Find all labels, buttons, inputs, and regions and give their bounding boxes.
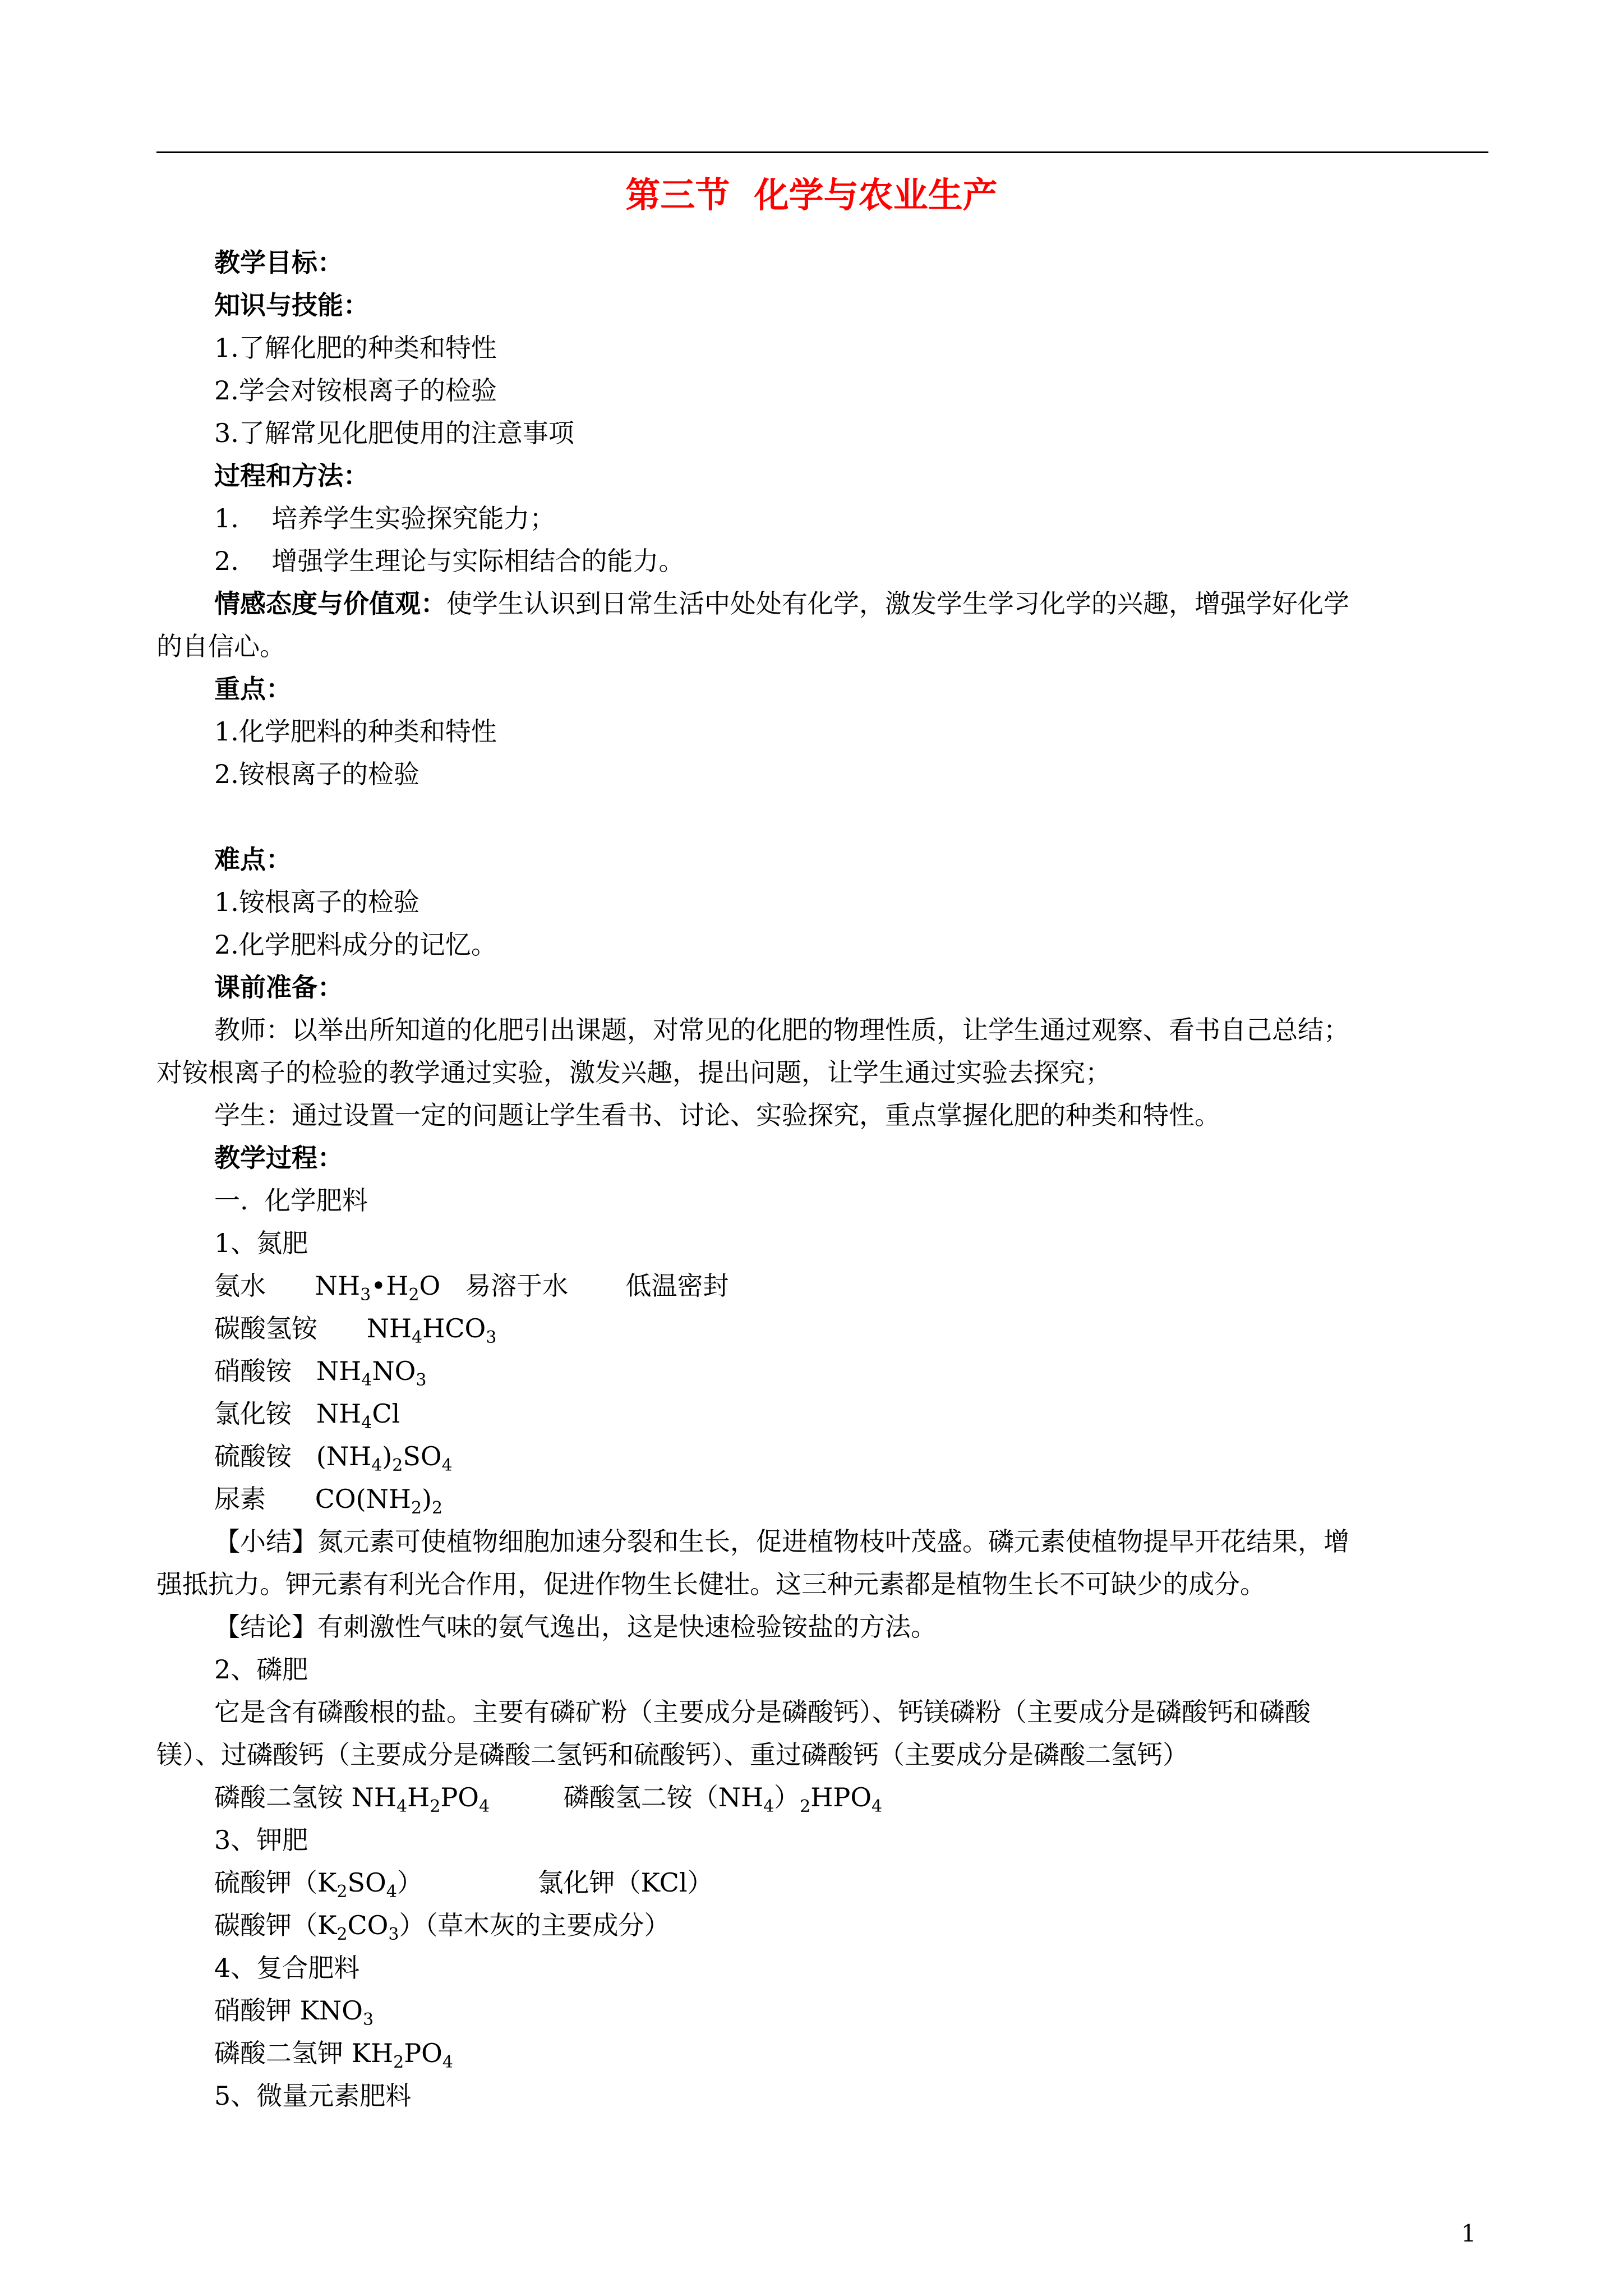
summary-text-continued: 强抵抗力。钾元素有利光合作用，促进作物生长健壮。这三种元素都是植物生长不可缺少的成分。 — [156, 1569, 1266, 1599]
student-prep: 学生：通过设置一定的问题让学生看书、讨论、实验探究，重点掌握化肥的种类和特性。 — [214, 1100, 1220, 1130]
potassium-dihydrogen-phosphate-row — [156, 2032, 1488, 2074]
difficulty-item: 2.化学肥料成分的记忆。 — [214, 930, 497, 960]
urea-row — [156, 1478, 1488, 1520]
potassium-chloride: 氯化钾（KCl） — [537, 1867, 713, 1898]
chemical-formula: $KNO_3$ — [299, 1995, 374, 2030]
fertilizer-name: 氯化铵 — [214, 1398, 292, 1429]
attitude-paragraph — [156, 582, 1488, 625]
summary-label: 【小结】 — [214, 1526, 317, 1557]
page-number: 1 — [1461, 2220, 1476, 2247]
knowledge-heading: 知识与技能： — [214, 290, 369, 320]
chemical-formula: $NH_4H_2PO_4$ — [351, 1782, 490, 1816]
difficulty-item: 1.铵根离子的检验 — [214, 887, 419, 917]
difficulties-heading: 难点： — [214, 844, 292, 875]
potassium-heading: 3、钾肥 — [214, 1825, 308, 1855]
nitrogen-heading: 1、氮肥 — [214, 1228, 308, 1258]
teacher-prep: 教师：以举出所知道的化肥引出课题，对常见的化肥的物理性质，让学生通过观察、看书自己总结； — [214, 1015, 1349, 1045]
ammonium-sulfate-row — [156, 1435, 1488, 1478]
summary-text: 氮元素可使植物细胞加速分裂和生长，促进植物枝叶茂盛。磷元素使植物提早开花结果，增 — [317, 1526, 1349, 1557]
ammonium-chloride-row — [156, 1392, 1488, 1435]
attitude-text-continued: 的自信心。 — [156, 631, 285, 661]
chemical-formula: $NH_3•H_2O$ — [315, 1271, 441, 1305]
process-item: 1. 培养学生实验探究能力； — [214, 503, 556, 533]
knowledge-item: 2.学会对铵根离子的检验 — [214, 375, 497, 406]
potassium-carbonate-row — [156, 1904, 1488, 1947]
process-heading: 过程和方法： — [214, 461, 369, 491]
teaching-process-heading: 教学过程： — [214, 1143, 343, 1173]
fertilizer-name: 硝酸钾 — [214, 1995, 292, 2026]
phosphorus-heading: 2、磷肥 — [214, 1654, 308, 1685]
ammonium-bicarbonate-row — [156, 1307, 1488, 1350]
document-body — [156, 241, 1488, 2117]
knowledge-item: 1.了解化肥的种类和特性 — [214, 333, 497, 363]
chemical-formula: $(NH_4)_2SO_4$ — [316, 1441, 453, 1475]
phosphate-row — [156, 1776, 1488, 1819]
chemical-formula: $(K_2CO_3)$ — [292, 1910, 425, 1944]
ammonium-nitrate-row — [156, 1350, 1488, 1392]
fertilizer-name: 碳酸氢铵 — [214, 1313, 317, 1343]
process-item: 2. 增强学生理论与实际相结合的能力。 — [214, 546, 685, 576]
chemical-formula: $NH_4NO_3$ — [316, 1356, 427, 1390]
ammonia-water-row — [156, 1264, 1488, 1307]
teacher-prep-continued: 对铵根离子的检验的教学通过实验，激发兴趣，提出问题，让学生通过实验去探究； — [156, 1057, 1111, 1088]
fertilizer-name: 氨水 — [214, 1271, 266, 1301]
potassium-nitrate-row — [156, 1989, 1488, 2032]
knowledge-item: 3.了解常见化肥使用的注意事项 — [214, 418, 574, 448]
key-points-heading: 重点： — [214, 674, 292, 704]
conclusion-paragraph — [156, 1605, 1488, 1648]
fertilizer-name: 尿素 — [214, 1484, 266, 1514]
storage-note: 低温密封 — [625, 1271, 729, 1301]
preparation-heading: 课前准备： — [214, 972, 343, 1002]
compound-heading: 4、复合肥料 — [214, 1953, 360, 1983]
trace-element-heading: 5、微量元素肥料 — [214, 2081, 412, 2111]
chemical-formula: $(NH_4)_2HPO_4$ — [692, 1782, 883, 1816]
chemical-formula: $KH_2PO_4$ — [351, 2038, 453, 2072]
summary-paragraph — [156, 1520, 1488, 1563]
key-point-item: 1.化学肥料的种类和特性 — [214, 716, 497, 747]
conclusion-label: 【结论】 — [214, 1612, 317, 1642]
note: （草木灰的主要成分） — [425, 1910, 670, 1940]
fertilizer-name: 磷酸二氢钾 — [214, 2038, 343, 2068]
attitude-text: 使学生认识到日常生活中处处有化学，激发学生学习化学的兴趣，增强学好化学 — [446, 588, 1349, 619]
attitude-label: 情感态度与价值观： — [214, 588, 446, 619]
fertilizer-name: 硫酸铵 — [214, 1441, 292, 1471]
property-note: 易溶于水 — [465, 1271, 569, 1301]
chemical-formula: $(K_2SO_4)$ — [292, 1867, 423, 1902]
objectives-heading: 教学目标： — [214, 247, 343, 278]
chemical-formula: $NH_4Cl$ — [316, 1398, 400, 1433]
conclusion-text: 有刺激性气味的氨气逸出，这是快速检验铵盐的方法。 — [317, 1612, 937, 1642]
fertilizer-name: 磷酸二氢铵 — [214, 1782, 343, 1812]
page-title: 第三节 化学与农业生产 — [625, 174, 998, 215]
fertilizer-name: 碳酸钾 — [214, 1910, 292, 1940]
phosphorus-description: 它是含有磷酸根的盐。主要有磷矿粉（主要成分是磷酸钙）、钙镁磷粉（主要成分是磷酸钙和磷酸 — [214, 1697, 1311, 1727]
chemical-formula: $NH_4HCO_3$ — [366, 1313, 497, 1347]
section-heading: 一. 化学肥料 — [214, 1185, 368, 1216]
phosphorus-description-continued: 镁）、过磷酸钙（主要成分是磷酸二氢钙和硫酸钙）、重过磷酸钙（主要成分是磷酸二氢钙） — [156, 1740, 1188, 1770]
fertilizer-name: 硫酸钾 — [214, 1867, 292, 1898]
header-rule — [156, 151, 1488, 153]
blank-line — [156, 795, 1488, 838]
key-point-item: 2.铵根离子的检验 — [214, 759, 419, 789]
chemical-formula: $CO(NH_2)_2$ — [315, 1484, 443, 1518]
fertilizer-name: 磷酸氢二铵 — [563, 1782, 693, 1812]
potassium-row — [156, 1861, 1488, 1904]
fertilizer-name: 硝酸铵 — [214, 1356, 292, 1386]
